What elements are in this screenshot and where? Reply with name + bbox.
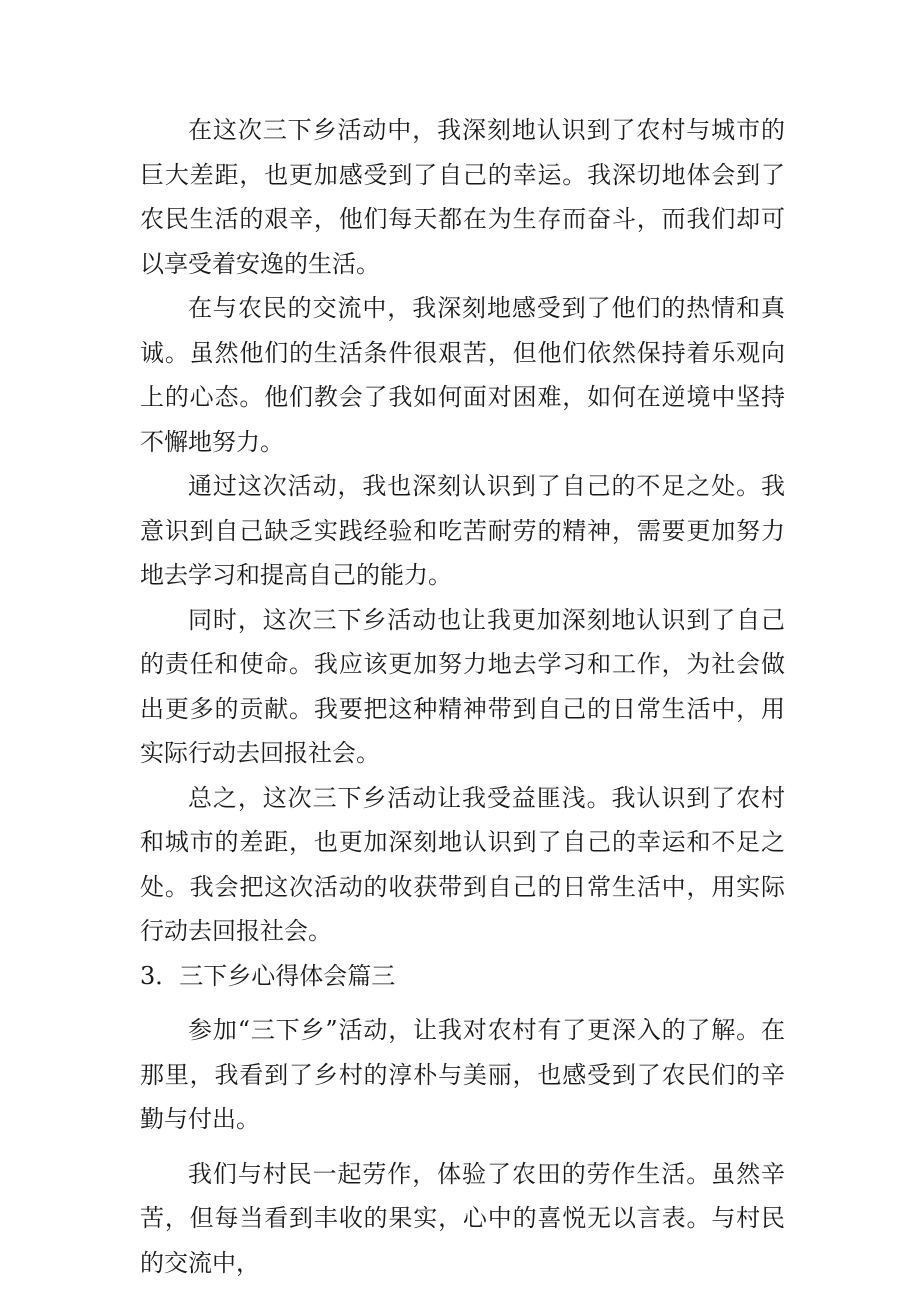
paragraph: 在与农民的交流中，我深刻地感受到了他们的热情和真诚。虽然他们的生活条件很艰苦，但他们依然保持着乐观向上的心态。他们教会了我如何面对困难，如何在逆境中坚持不懈地努力。 [140,294,785,456]
section-heading: 3．三下乡心得体会篇三 [140,961,396,990]
paragraph: 参加“三下乡”活动，让我对农村有了更深入的了解。在那里，我看到了乡村的淳朴与美丽，也感受到了农民们的辛勤与付出。 [140,1016,785,1133]
document-page [140,108,785,1285]
paragraph: 我们与村民一起劳作，体验了农田的劳作生活。虽然辛苦，但每当看到丰收的果实，心中的喜悦无以言表。与村民的交流中， [140,1159,785,1277]
paragraph: 同时，这次三下乡活动也让我更加深刻地认识到了自己的责任和使命。我应该更加努力地去学习和工作，为社会做出更多的贡献。我要把这种精神带到自己的日常生活中，用实际行动去回报社会。 [140,605,785,767]
paragraph: 在这次三下乡活动中，我深刻地认识到了农村与城市的巨大差距，也更加感受到了自己的幸运。我深切地体会到了农民生活的艰辛，他们每天都在为生存而奋斗，而我们却可以享受着安逸的生活。 [140,116,785,278]
paragraph: 总之，这次三下乡活动让我受益匪浅。我认识到了农村和城市的差距，也更加深刻地认识到了自己的幸运和不足之处。我会把这次活动的收获带到自己的日常生活中，用实际行动去回报社会。 [140,783,785,945]
paragraph: 通过这次活动，我也深刻认识到了自己的不足之处。我意识到自己缺乏实践经验和吃苦耐劳的精神，需要更加努力地去学习和提高自己的能力。 [140,472,785,589]
